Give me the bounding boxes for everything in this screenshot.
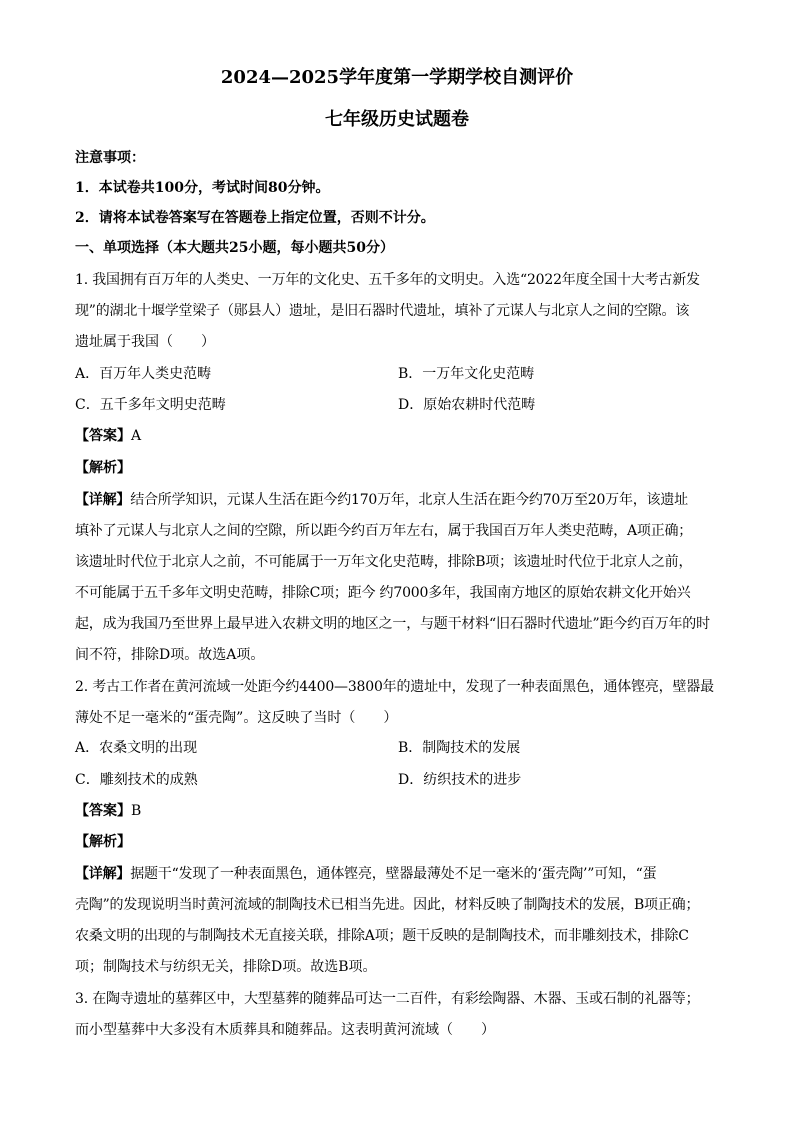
q1-option-a: A．百万年人类史范畴: [75, 366, 212, 382]
q2-detail-line: 项；制陶技术与纺织无关，排除D项。故选B项。: [75, 959, 377, 975]
question-1-stem: 1. 我国拥有百万年的人类史、一万年的文化史、五千多年的文明史。入选“2022年度全国十大考古新发: [75, 272, 700, 288]
answer-value: A: [131, 428, 142, 444]
q1-detail-line: 起，成为我国乃至世界上最早进入农耕文明的地区之一，与题干材料“旧石器时代遗址”距今约百万年的时: [75, 616, 710, 632]
q2-option-a: A．农桑文明的出现: [75, 740, 198, 756]
q1-detail-line: 间不符，排除D项。故选A项。: [75, 647, 265, 663]
note-item: 1．本试卷共100分，考试时间80分钟。: [75, 180, 330, 196]
q1-option-d: D．原始农耕时代范畴: [398, 397, 536, 413]
answer-tag: 【答案】: [75, 428, 131, 444]
exam-title: 2024—2025学年度第一学期学校自测评价: [220, 67, 574, 88]
q1-detail-line: 不可能属于五千多年文明史范畴，排除C项；距今 约7000多年，我国南方地区的原始农耕文化开始兴: [75, 585, 691, 601]
question-3-stem: 而小型墓葬中大多没有木质葬具和随葬品。这表明黄河流域（ ）: [75, 1022, 495, 1038]
detail-tag: 【详解】: [75, 492, 131, 508]
question-1-stem: 遗址属于我国（ ）: [75, 334, 215, 350]
detail-tag: 【详解】: [75, 866, 131, 882]
q1-answer: [75, 426, 725, 446]
answer-value: B: [131, 803, 142, 819]
q1-analysis-tag: 【解析】: [75, 460, 131, 476]
q1-detail-line: 填补了元谋人与北京人之间的空隙，所以距今约百万年左右，属于我国百万年人类史范畴，A项正确；: [75, 523, 693, 539]
q2-option-d: D．纺织技术的进步: [398, 772, 522, 788]
q2-option-b: B．制陶技术的发展: [398, 740, 521, 756]
section-heading: 一、单项选择（本大题共25小题，每小题共50分）: [75, 240, 394, 256]
q2-option-c: C．雕刻技术的成熟: [75, 772, 198, 788]
q2-detail-line: 壳陶”的发现说明当时黄河流域的制陶技术已相当先进。因此，材料反映了制陶技术的发展，B项正确；: [75, 897, 700, 913]
question-2-stem: 薄处不足一毫米的“蛋壳陶”。这反映了当时（ ）: [75, 710, 398, 726]
detail-text: 结合所学知识，元谋人生活在距今约170万年，北京人生活在距今约70万至20万年，该遗址: [130, 492, 688, 508]
q2-detail: [75, 864, 725, 884]
q1-option-c: C．五千多年文明史范畴: [75, 397, 226, 413]
q2-answer: [75, 801, 725, 821]
q1-detail: [75, 490, 725, 510]
q1-option-b: B．一万年文化史范畴: [398, 366, 535, 382]
notes-heading: 注意事项：: [75, 150, 145, 166]
q1-detail-line: 该遗址时代位于北京人之前，不可能属于一万年文化史范畴，排除B项；该遗址时代位于北京人之前，: [75, 554, 693, 570]
note-item: 2．请将本试卷答案写在答题卷上指定位置，否则不计分。: [75, 210, 435, 226]
q2-detail-line: 农桑文明的出现的与制陶技术无直接关联，排除A项；题干反映的是制陶技术，而非雕刻技术，排除C: [75, 928, 689, 944]
answer-tag: 【答案】: [75, 803, 131, 819]
question-2-stem: 2. 考古工作者在黄河流域一处距今约4400—3800年的遗址中，发现了一种表面黑色，通体铿亮，壁器最: [75, 679, 714, 695]
q2-analysis-tag: 【解析】: [75, 834, 131, 850]
question-3-stem: 3. 在陶寺遗址的墓葬区中，大型墓葬的随葬品可达一二百件，有彩绘陶器、木器、玉或石制的礼器等；: [75, 991, 700, 1007]
exam-subtitle: 七年级历史试题卷: [325, 109, 469, 130]
detail-text: 据题干“发现了一种表面黑色，通体铿亮，壁器最薄处不足一毫米的‘蛋壳陶’”可知，“蛋: [130, 866, 657, 882]
question-1-stem: 现”的湖北十堰学堂梁子（郧县人）遗址，是旧石器时代遗址，填补了元谋人与北京人之间的空隙。该: [75, 303, 690, 319]
